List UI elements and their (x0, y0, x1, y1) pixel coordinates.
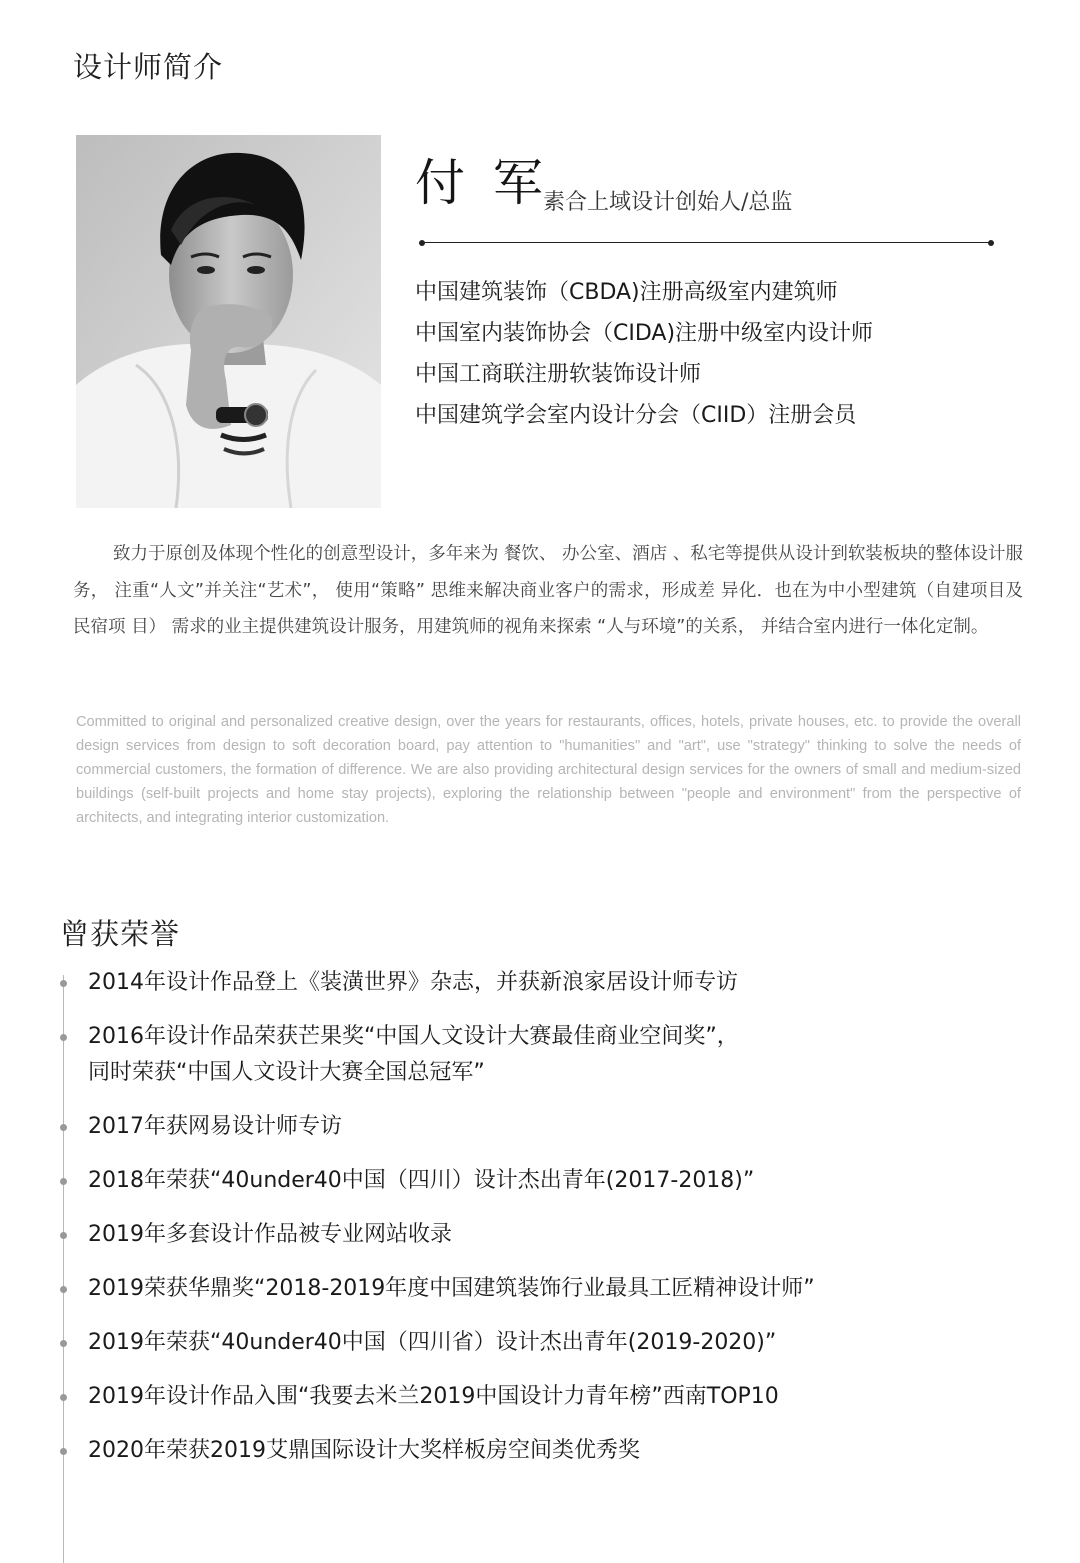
timeline-dot-icon (60, 1124, 67, 1131)
honor-text: 2020年荣获2019艾鼎国际设计大奖样板房空间类优秀奖 (88, 1438, 640, 1463)
timeline-dot-icon (60, 1394, 67, 1401)
honor-item (60, 1325, 1020, 1361)
intro-section-title: 设计师简介 (73, 50, 224, 84)
honors-section-title: 曾获荣誉 (60, 917, 181, 951)
timeline-dot-icon (60, 1232, 67, 1239)
honors-list (60, 965, 1020, 1487)
honor-text: 2014年设计作品登上《装潢世界》杂志，并获新浪家居设计师专访 (88, 970, 738, 995)
portrait-photo-icon (76, 135, 381, 508)
honor-item (60, 1109, 1020, 1145)
timeline-dot-icon (60, 1448, 67, 1455)
honor-text-line2: 同时荣获“中国人文设计大赛全国总冠军” (88, 1060, 485, 1085)
description-english: Committed to original and personalized creative design, over the years for restaurants, offices, hotels, private houses, etc. to provide the overall design services from design to soft decoration board, pay attention to "humanities" and "art", use "strategy" thinking to solve the needs of commercial customers, the formation of difference. We are also providing architectural design services for the owners of small and medium-sized buildings (self-built projects and home stay projects), exploring the relationship between "people and environment" from the perspective of architects, and integrating interior customization. (76, 714, 1021, 826)
honor-item (60, 965, 1020, 1001)
designer-role: 素合上域设计创始人/总监 (543, 190, 793, 215)
honor-item (60, 1433, 1020, 1469)
timeline-dot-icon (60, 1178, 67, 1185)
designer-portrait (76, 135, 381, 508)
title-item: 中国工商联注册软装饰设计师 (415, 362, 702, 387)
title-item: 中国室内装饰协会（CIDA)注册中级室内设计师 (415, 321, 874, 346)
professional-titles-list (415, 272, 873, 436)
description-chinese: 致力于原创及体现个性化的创意型设计，多年来为 餐饮、 办公室、酒店 、私宅等提供从设计到软装板块的整体设计服务， 注重“人文”并关注“艺术”， 使用“策略” 思维来解决商业客户的需求，形成差 异化．也在为中小型建筑（自建项目及民宿项 目） 需求的业主提供建筑设计服务，用建筑师的视角来探索 “人与环境”的关系， 并结合室内进行一体化定制。 (73, 544, 1023, 637)
timeline-dot-icon (60, 1340, 67, 1347)
divider-dot-right (988, 240, 994, 246)
title-item: 中国建筑学会室内设计分会（CIID）注册会员 (415, 403, 857, 428)
honor-item (60, 1217, 1020, 1253)
honor-item (60, 1271, 1020, 1307)
honor-text: 2019荣获华鼎奖“2018-2019年度中国建筑装饰行业最具工匠精神设计师” (88, 1276, 815, 1301)
timeline-dot-icon (60, 1034, 67, 1041)
honor-text: 2019年多套设计作品被专业网站收录 (88, 1222, 452, 1247)
honor-text: 2017年获网易设计师专访 (88, 1114, 342, 1139)
honor-text: 2019年设计作品入围“我要去米兰2019中国设计力青年榜”西南TOP10 (88, 1384, 779, 1409)
timeline-dot-icon (60, 980, 67, 987)
honor-text: 2018年荣获“40under40中国（四川）设计杰出青年(2017-2018)” (88, 1168, 755, 1193)
divider-line (422, 242, 991, 243)
honor-item (60, 1379, 1020, 1415)
honor-text: 2019年荣获“40under40中国（四川省）设计杰出青年(2019-2020)” (88, 1330, 777, 1355)
name-divider (419, 240, 994, 246)
honor-item (60, 1163, 1020, 1199)
divider-dot-left (419, 240, 425, 246)
title-item: 中国建筑装饰（CBDA)注册高级室内建筑师 (415, 280, 838, 305)
designer-name: 付 军 (415, 154, 549, 212)
timeline-dot-icon (60, 1286, 67, 1293)
honor-item (60, 1019, 1020, 1091)
honor-text: 2016年设计作品荣获芒果奖“中国人文设计大赛最佳商业空间奖”， (88, 1024, 739, 1049)
